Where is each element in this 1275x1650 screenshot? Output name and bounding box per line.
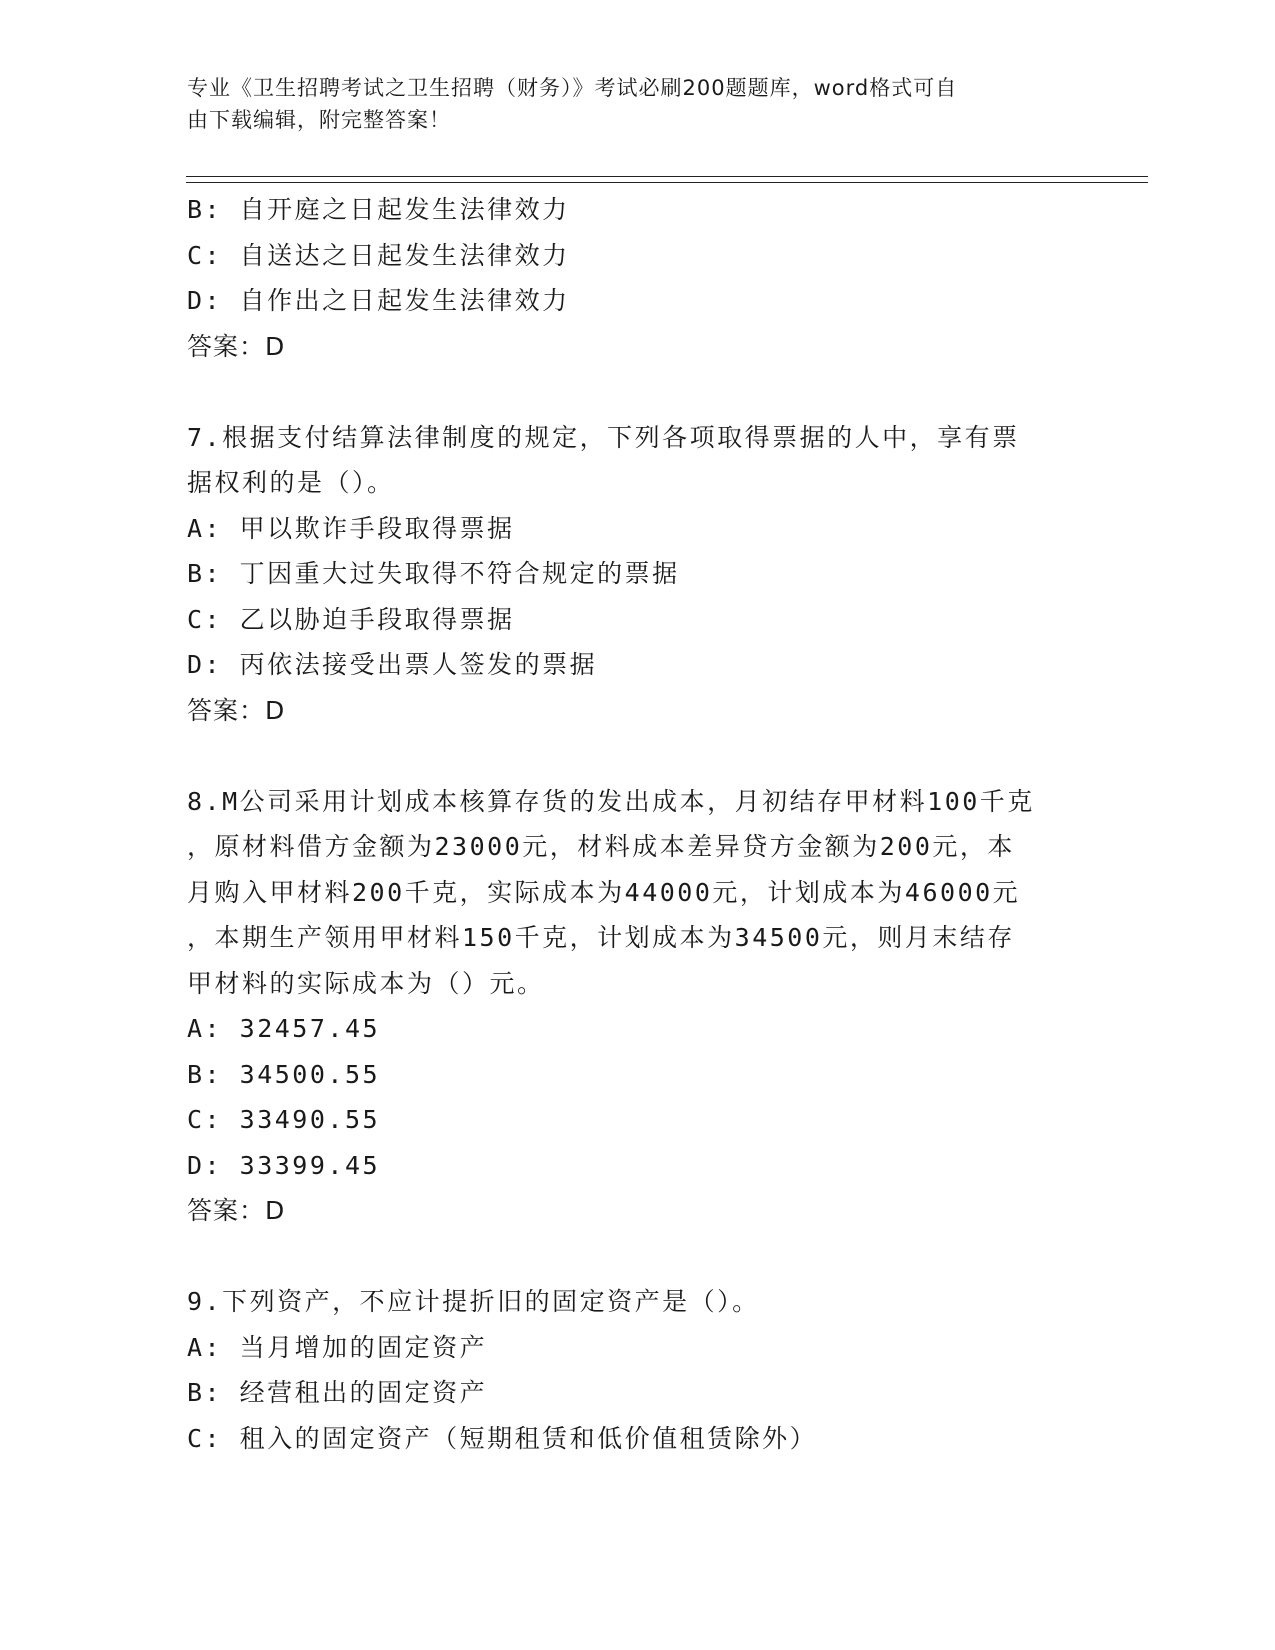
header-divider-top (186, 176, 1148, 177)
option-b: B: 丁因重大过失取得不符合规定的票据 (187, 559, 680, 588)
spacer (187, 1234, 1087, 1280)
option-c: C: 乙以胁迫手段取得票据 (187, 604, 515, 634)
option-a: A: 当月增加的固定资产 (187, 1332, 488, 1362)
option-c: C: 33490.55 (187, 1105, 381, 1134)
question-stem-line: 9.下列资产，不应计提折旧的固定资产是（）。 (187, 1287, 760, 1316)
document-body (187, 187, 1087, 1461)
option-c: C: 自送达之日起发生法律效力 (187, 240, 570, 270)
document-header (187, 72, 1087, 136)
option-d: D: 33399.45 (187, 1150, 381, 1180)
header-line-1: 专业《卫生招聘考试之卫生招聘（财务）》考试必刷200题题库，word格式可自 (187, 76, 958, 100)
question-stem-line: 甲材料的实际成本为（）元。 (187, 968, 545, 998)
option-a: A: 甲以欺诈手段取得票据 (187, 513, 515, 543)
question-stem-line: ，原材料借方金额为23000元，材料成本差异贷方金额为200元，本 (187, 832, 1015, 861)
question-6-block (187, 187, 1087, 369)
option-b: B: 自开庭之日起发生法律效力 (187, 195, 570, 224)
option-b: B: 34500.55 (187, 1059, 381, 1089)
option-b: B: 经营租出的固定资产 (187, 1378, 488, 1407)
question-7-block (187, 415, 1087, 734)
question-stem-line: ，本期生产领用甲材料150千克，计划成本为34500元，则月末结存 (187, 923, 1015, 952)
option-c: C: 租入的固定资产（短期租赁和低价值租赁除外） (187, 1423, 818, 1453)
option-d: D: 丙依法接受出票人签发的票据 (187, 650, 598, 679)
option-d: D: 自作出之日起发生法律效力 (187, 286, 570, 315)
question-stem-line: 据权利的是（）。 (187, 468, 395, 497)
header-line-2: 由下载编辑，附完整答案！ (187, 108, 451, 132)
answer-line: 答案：D (187, 1196, 286, 1225)
spacer (187, 733, 1087, 779)
header-divider-bottom (186, 182, 1148, 183)
answer-line: 答案：D (187, 695, 286, 725)
question-stem-line: 8.M公司采用计划成本核算存货的发出成本，月初结存甲材料100千克 (187, 786, 1035, 816)
question-stem-line: 月购入甲材料200千克，实际成本为44000元，计划成本为46000元 (187, 877, 1021, 907)
question-8-block (187, 779, 1087, 1234)
option-a: A: 32457.45 (187, 1014, 381, 1043)
question-9-block (187, 1279, 1087, 1461)
question-stem-line: 7.根据支付结算法律制度的规定，下列各项取得票据的人中，享有票 (187, 422, 1020, 452)
answer-line: 答案：D (187, 331, 286, 361)
spacer (187, 369, 1087, 415)
